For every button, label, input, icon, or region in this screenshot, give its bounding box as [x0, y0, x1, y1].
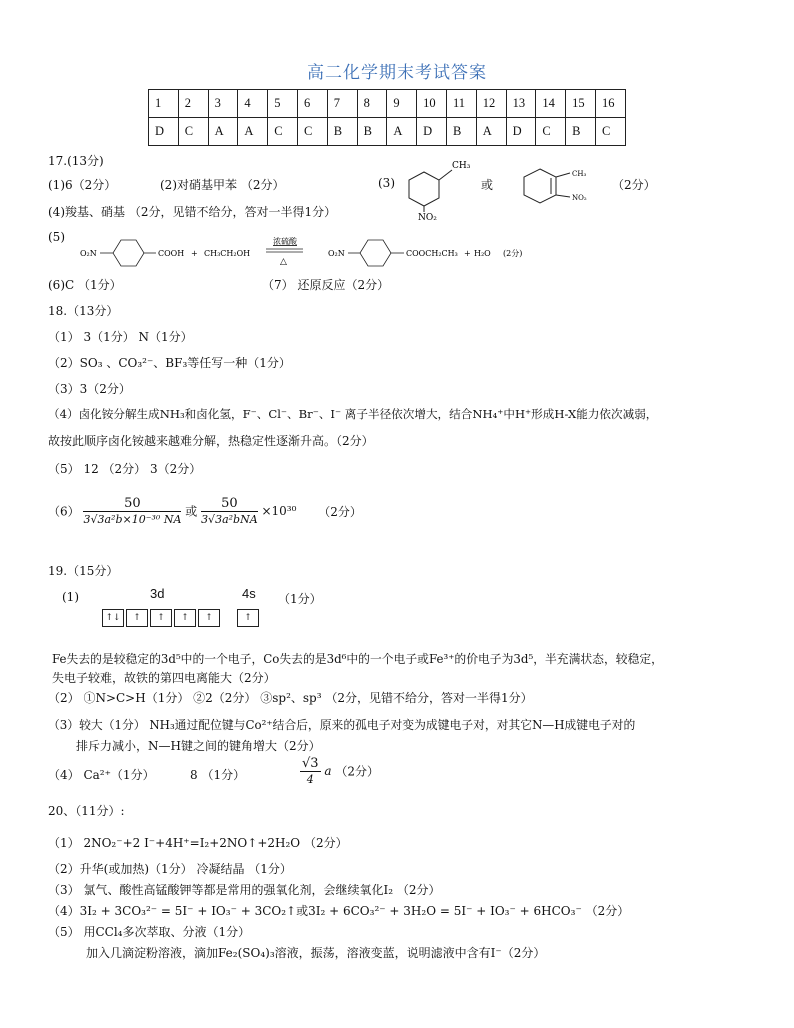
table-cell: B — [357, 118, 387, 146]
q17-part2: (2)对硝基甲苯 （2分） — [160, 178, 285, 192]
table-cell: 16 — [595, 90, 625, 118]
table-cell: 1 — [149, 90, 179, 118]
orbital-diagram-4s — [237, 609, 261, 627]
cooh-label: COOH — [158, 249, 185, 258]
q18-part2: （2）SO₃ 、CO₃²⁻、BF₃等任写一种（1分） — [48, 356, 291, 370]
q20-part4: （4）3I₂ + 3CO₃²⁻ = 5I⁻ + IO₃⁻ + 3CO₂↑或3I₂ + 6CO₃²⁻ + 3H₂O = 5I⁻ + IO₃⁻ + 6HCO₃⁻ （2分） — [48, 904, 630, 918]
table-cell: 8 — [357, 90, 387, 118]
q19-header: 19.（15分） — [48, 564, 119, 578]
page-title: 高二化学期末考试答案 — [307, 63, 487, 83]
q19-part4-a: （4） Ca²⁺（1分） — [48, 768, 155, 782]
table-cell: C — [268, 118, 298, 146]
table-cell: 12 — [476, 90, 506, 118]
orbital-box: ↑ — [237, 609, 259, 627]
q18-part3: （3）3（2分） — [48, 382, 131, 396]
q17-part5-label: (5) — [48, 230, 65, 244]
heat-symbol: △ — [280, 257, 287, 267]
esterification-equation — [78, 232, 548, 274]
fraction-numerator: 50 — [83, 496, 181, 512]
orbital-box: ↑ — [198, 609, 220, 627]
orbital-box: ↑ — [174, 609, 196, 627]
orbital-diagram-3d — [102, 609, 222, 627]
fraction-denominator: 3√3a²bNA — [201, 513, 258, 526]
q20-part5-line2: 加入几滴淀粉溶液，滴加Fe₂(SO₄)₃溶液，振荡，溶液变蓝，说明滤液中含有I⁻（2分） — [86, 946, 546, 960]
score: （2分） — [335, 764, 380, 779]
q17-header: 17.(13分) — [48, 154, 104, 168]
q19-part4-c — [300, 756, 379, 786]
ortho-nitrotoluene-structure — [520, 163, 610, 211]
no2-label: NO₂ — [418, 213, 437, 223]
q18-part4-line2: 故按此顺序卤化铵越来越难分解，热稳定性逐渐升高。（2分） — [48, 434, 374, 448]
q17-part6: (6)C （1分） — [48, 278, 122, 292]
q19-part1-score: （1分） — [278, 592, 322, 606]
q18-header: 18.（13分） — [48, 304, 119, 318]
no2-label: NO₂ — [572, 194, 587, 202]
ch3-label: CH₃ — [452, 161, 471, 171]
answer-table-answer-row — [149, 118, 626, 146]
score: （2分） — [318, 504, 362, 519]
q19-part2: （2） ①N>C>H（1分） ②2（2分） ③sp²、sp³ （2分，见错不给分，答对一半得1分） — [48, 691, 533, 705]
table-cell: A — [476, 118, 506, 146]
q20-part1: （1） 2NO₂⁻+2 I⁻+4H⁺=I₂+2NO↑+2H₂O （2分） — [48, 836, 348, 850]
q20-part2: （2）升华(或加热)（1分） 冷凝结晶 （1分） — [48, 862, 292, 876]
q18-part6 — [48, 496, 362, 526]
table-cell: 6 — [297, 90, 327, 118]
water-label: H₂O — [474, 249, 491, 258]
table-cell: D — [506, 118, 536, 146]
plus-sign: + — [464, 249, 471, 258]
table-cell: A — [208, 118, 238, 146]
table-cell: A — [238, 118, 268, 146]
q20-header: 20、（11分）: — [48, 804, 125, 818]
table-cell: 10 — [417, 90, 447, 118]
fraction-denominator: 3√3a²b×10⁻³⁰ NA — [83, 513, 182, 526]
table-cell: B — [566, 118, 596, 146]
q19-part3-line2: 排斥力减小，N—H键之间的键角增大（2分） — [76, 739, 321, 753]
orbital-box: ↑ — [150, 609, 172, 627]
plus-sign: + — [191, 249, 198, 258]
q18-part5: （5） 12 （2分） 3（2分） — [48, 462, 202, 476]
table-cell: C — [297, 118, 327, 146]
q17-part3-label: (3) — [378, 176, 395, 190]
q17-part4: (4)羧基、硝基 （2分，见错不给分，答对一半得1分） — [48, 205, 337, 219]
table-cell: C — [595, 118, 625, 146]
q19-part3-line1: （3）较大（1分） NH₃通过配位键与Co²⁺结合后，原来的孤电子对变为成键电子对，对其它N—H成键电子对的 — [48, 718, 636, 732]
table-cell: C — [178, 118, 208, 146]
answer-table — [148, 89, 626, 146]
q19-part1-label: (1) — [62, 590, 79, 604]
table-cell: 11 — [446, 90, 476, 118]
q18-part4-line1: （4）卤化铵分解生成NH₃和卤化氢，F⁻、Cl⁻、Br⁻、I⁻ 离子半径依次增大，结合NH₄⁺中H⁺形成H-X能力依次减弱， — [48, 407, 658, 421]
meta-nitrotoluene-structure — [404, 158, 471, 223]
table-cell: 7 — [327, 90, 357, 118]
q18-part6-label: （6） — [48, 504, 80, 519]
table-cell: B — [446, 118, 476, 146]
fraction — [300, 756, 321, 786]
table-cell: D — [149, 118, 179, 146]
table-cell: 9 — [387, 90, 417, 118]
fraction — [83, 496, 181, 526]
fraction-numerator: 50 — [201, 496, 258, 512]
q19-fe-line2: 失电子较难，故铁的第四电离能大（2分） — [52, 671, 276, 685]
table-cell: D — [417, 118, 447, 146]
table-cell: 3 — [208, 90, 238, 118]
table-cell: 14 — [536, 90, 566, 118]
table-cell: 4 — [238, 90, 268, 118]
q18-part1: （1） 3（1分） N（1分） — [48, 330, 193, 344]
or-text: 或 — [185, 504, 198, 519]
table-cell: 13 — [506, 90, 536, 118]
variable-a: a — [324, 764, 332, 778]
q20-part5-line1: （5） 用CCl₄多次萃取、分液（1分） — [48, 925, 251, 939]
q20-part3: （3） 氯气、酸性高锰酸钾等都是常用的强氧化剂，会继续氧化I₂ （2分） — [48, 883, 441, 897]
orbital-box: ↑ — [126, 609, 148, 627]
table-cell: B — [327, 118, 357, 146]
answer-table-number-row — [149, 90, 626, 118]
equation-score: (2分) — [503, 249, 523, 258]
o2n-label: O₂N — [328, 249, 345, 258]
table-cell: A — [387, 118, 417, 146]
q17-or: 或 — [481, 178, 494, 192]
table-cell: 2 — [178, 90, 208, 118]
ethanol-label: CH₃CH₂OH — [204, 249, 251, 258]
orbital-label-4s: 4s — [242, 586, 256, 601]
q17-part1: (1)6（2分） — [48, 178, 117, 192]
orbital-box: ↑↓ — [102, 609, 124, 627]
table-cell: C — [536, 118, 566, 146]
q17-part3-score: （2分） — [612, 178, 656, 192]
fraction — [201, 496, 258, 526]
catalyst-label: 浓硫酸 — [273, 237, 297, 246]
fraction-denominator: 4 — [306, 773, 314, 786]
o2n-label: O₂N — [80, 249, 97, 258]
q19-part4-b: 8 （1分） — [190, 768, 246, 782]
table-cell: 5 — [268, 90, 298, 118]
q19-fe-line1: Fe失去的是较稳定的3d⁵中的一个电子，Co失去的是3d⁶中的一个电子或Fe³⁺的价电子为3d⁵，半充满状态，较稳定， — [52, 652, 663, 666]
ester-label: COOCH₂CH₃ — [406, 249, 458, 258]
ch3-label: CH₃ — [572, 170, 587, 178]
table-cell: 15 — [566, 90, 596, 118]
orbital-label-3d: 3d — [150, 586, 165, 601]
fraction-numerator: √3 — [302, 756, 319, 771]
q17-part7: （7） 还原反应（2分） — [262, 278, 390, 292]
multiplier: ×10³⁰ — [261, 504, 297, 518]
